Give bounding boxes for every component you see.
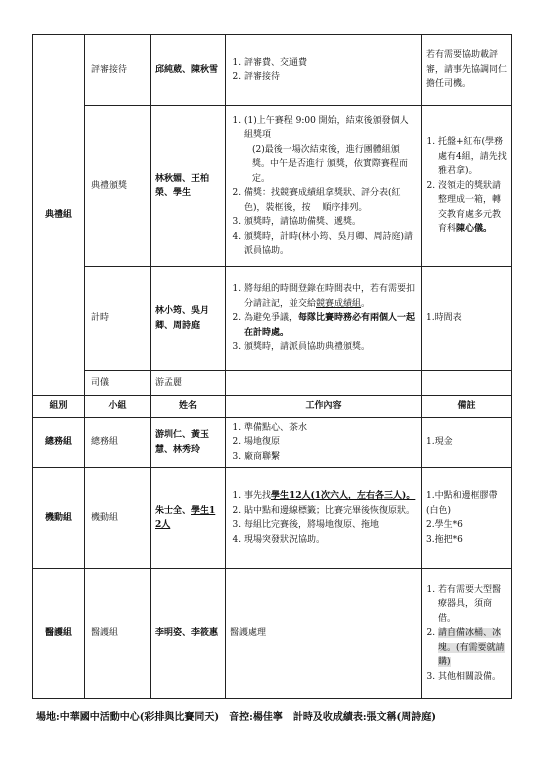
group-cell-mobile: 機動組 bbox=[33, 468, 85, 569]
notes-cell: 1.時間表 bbox=[422, 267, 512, 371]
note-item: 2.學生*6 bbox=[426, 520, 463, 530]
note-item: 3.拖把*6 bbox=[426, 534, 463, 545]
note-item bbox=[438, 626, 507, 670]
task-item bbox=[244, 282, 417, 311]
people-text: 朱士全、 bbox=[155, 505, 192, 516]
task-text: 獎：找競賽成績組拿獎狀、評分表(紅色)，裝框後，按 順序排列。 bbox=[244, 188, 401, 213]
note-highlight: 請自備冰桶、冰塊。(有需要就請購) bbox=[438, 628, 505, 668]
subgroup-cell: 總務組 bbox=[85, 418, 151, 468]
table-row bbox=[33, 569, 512, 699]
task-cell bbox=[226, 371, 422, 396]
notes-cell: 若有需要協助載評審，請事先協調同仁擔任司機。 bbox=[422, 35, 512, 106]
task-text: 事先找 bbox=[244, 491, 272, 501]
table-row bbox=[33, 468, 512, 569]
task-cell bbox=[226, 418, 422, 468]
table-row bbox=[33, 35, 512, 106]
note-item: 1.中點和邊框膠帶(白色) bbox=[426, 491, 498, 516]
task-item bbox=[244, 489, 417, 504]
task-item: 2. 貼中點和邊線標籤；比賽完畢後恢復原狀。 bbox=[244, 504, 417, 519]
header-group: 組別 bbox=[33, 396, 85, 418]
task-item: 3. 每組比完賽後，將場地復原、拖地 bbox=[244, 518, 417, 533]
task-cell bbox=[226, 468, 422, 569]
notes-cell bbox=[422, 371, 512, 396]
task-item: 3. 頒獎時，請協助備獎、遞獎。 bbox=[244, 215, 417, 230]
notes-cell: 1.現金 bbox=[422, 418, 512, 468]
task-item: 2. 場地復原 bbox=[244, 435, 417, 450]
subgroup-cell: 評審接待 bbox=[85, 35, 151, 106]
task-emphasis: 每隊比賽時務必有兩個人一起在計時處。 bbox=[244, 313, 416, 338]
subgroup-cell: 計時 bbox=[85, 267, 151, 371]
header-notes: 備註 bbox=[422, 396, 512, 418]
header-name: 姓名 bbox=[151, 396, 226, 418]
people-students: 學生12人 bbox=[155, 505, 216, 530]
task-text: 將每組的時間登錄在時間表中，若有需要扣分請註記，並交給 bbox=[244, 284, 416, 309]
note-item: 1. 若有需要大型醫療器具，須商借。 bbox=[438, 583, 507, 627]
note-text: 沒領走的獎狀請整理成一箱，轉交教育處多元教育科 bbox=[438, 180, 502, 235]
task-item: 1. 準備點心、茶水 bbox=[244, 421, 417, 436]
people-cell: 林小筠、吳月卿、周詩庭 bbox=[151, 267, 226, 371]
table-row bbox=[33, 418, 512, 468]
header-row bbox=[33, 396, 512, 418]
task-cell bbox=[226, 106, 422, 267]
task-item bbox=[244, 186, 417, 215]
header-subgroup: 小組 bbox=[85, 396, 151, 418]
group-cell-general: 總務組 bbox=[33, 418, 85, 468]
task-item: 4. 現場突發狀況協助。 bbox=[244, 533, 417, 548]
people-cell: 林秋媚、王柏榮、學生 bbox=[151, 106, 226, 267]
task-prefix: 備 bbox=[244, 188, 254, 198]
notes-cell bbox=[422, 468, 512, 569]
staff-assignment-table bbox=[32, 34, 512, 699]
note-item: 1. 托盤+紅布(學務處有4組，請先找雅君拿)。 bbox=[438, 135, 507, 179]
task-cell bbox=[226, 267, 422, 371]
task-item: 1. 評審費、交通費 bbox=[244, 56, 417, 71]
note-item: 3. 其他相關設備。 bbox=[438, 670, 507, 685]
notes-cell bbox=[422, 569, 512, 699]
task-text: 為避免爭議， bbox=[244, 313, 299, 324]
task-item bbox=[244, 114, 417, 187]
people-cell: 李明姿、李筱惠 bbox=[151, 569, 226, 699]
table-row bbox=[33, 371, 512, 396]
notes-cell bbox=[422, 106, 512, 267]
people-cell: 邱純葳、陳秋雪 bbox=[151, 35, 226, 106]
contact-name: 陳心儀。 bbox=[456, 224, 493, 235]
task-emphasis: 學生12人(1次六人，左右各三人)。 bbox=[271, 491, 416, 501]
task-item: 3. 廠商聯繫 bbox=[244, 450, 417, 465]
task-cell bbox=[226, 35, 422, 106]
task-cell: 醫護處理 bbox=[226, 569, 422, 699]
group-cell-ceremony: 典禮組 bbox=[33, 35, 85, 396]
task-item: 3. 頒獎時，請派員協助典禮頒獎。 bbox=[244, 340, 417, 355]
table-row bbox=[33, 106, 512, 267]
subgroup-cell: 醫護組 bbox=[85, 569, 151, 699]
task-text: 。 bbox=[361, 298, 371, 309]
task-subitem: (2)最後一場次結束後，進行團體組頒獎。中午是否進行 頒獎，依實際賽程而定。 bbox=[252, 144, 408, 184]
footer-note: 場地:中華國中活動中心(彩排與比賽同天) 音控:楊佳寧 計時及收成績表:張文稱(周詩庭) bbox=[36, 712, 436, 723]
subgroup-cell: 司儀 bbox=[85, 371, 151, 396]
subgroup-cell: 機動組 bbox=[85, 468, 151, 569]
task-text: (1)上午賽程 9:00 開始，結束後頒發個人組獎項 bbox=[244, 115, 409, 140]
task-emphasis: 競賽成績組 bbox=[316, 298, 362, 309]
task-item: 4. 頒獎時，計時(林小筠、吳月卿、周詩庭)請派員協助。 bbox=[244, 230, 417, 259]
task-item bbox=[244, 311, 417, 340]
note-item bbox=[438, 179, 507, 237]
people-cell: 游圳仁、黃玉慧、林秀玲 bbox=[151, 418, 226, 468]
table-row bbox=[33, 267, 512, 371]
task-item: 2. 評審接待 bbox=[244, 70, 417, 85]
header-content: 工作內容 bbox=[226, 396, 422, 418]
subgroup-cell: 典禮頒獎 bbox=[85, 106, 151, 267]
people-cell bbox=[151, 468, 226, 569]
people-cell: 游孟麗 bbox=[151, 371, 226, 396]
group-cell-medical: 醫護組 bbox=[33, 569, 85, 699]
